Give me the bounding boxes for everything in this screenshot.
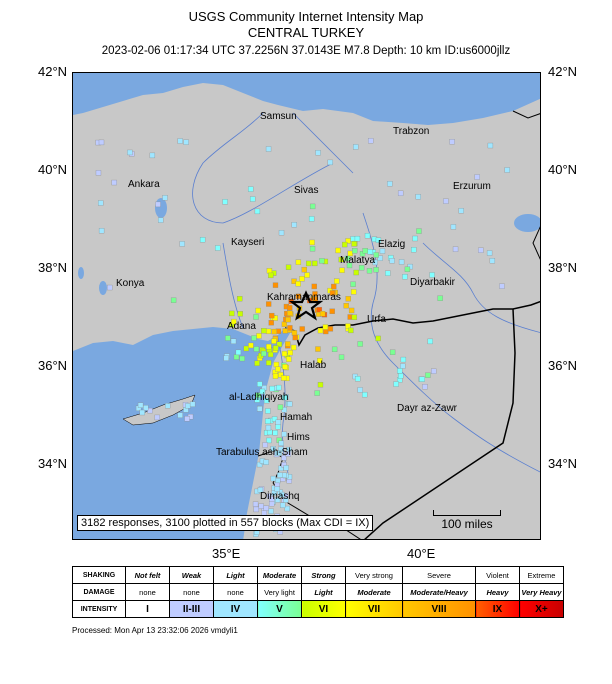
cdi-block	[344, 303, 349, 308]
cdi-block	[284, 465, 289, 470]
cdi-block	[355, 376, 360, 381]
cdi-block	[318, 382, 323, 387]
cdi-block	[367, 249, 372, 254]
cdi-block	[411, 247, 416, 252]
cdi-block	[367, 268, 372, 273]
cdi-block	[339, 355, 344, 360]
city-label-sivas: Sivas	[294, 185, 319, 196]
cdi-block	[310, 246, 315, 251]
legend-header-intensity: INTENSITY	[73, 601, 126, 618]
cdi-block	[264, 460, 269, 465]
cdi-block	[405, 267, 410, 272]
city-label-halab: Halab	[300, 360, 327, 371]
cdi-block	[112, 180, 117, 185]
cdi-block	[270, 386, 275, 391]
cdi-block	[254, 507, 259, 512]
cdi-block	[420, 377, 425, 382]
cdi-block	[285, 506, 290, 511]
cdi-block	[271, 339, 276, 344]
cdi-block	[285, 341, 290, 346]
cdi-block	[99, 140, 104, 145]
cdi-block	[368, 138, 373, 143]
city-label-malatya: Malatya	[340, 255, 376, 266]
cdi-block	[229, 311, 234, 316]
cdi-block	[261, 351, 266, 356]
cdi-block	[253, 502, 258, 507]
cdi-block	[425, 373, 430, 378]
cdi-block	[237, 296, 242, 301]
lake-beysehir	[99, 281, 107, 295]
legend-intensity-cell: I	[126, 601, 170, 618]
cdi-block	[310, 204, 315, 209]
cdi-block	[271, 476, 276, 481]
lat-label-40: 40°N	[38, 162, 68, 177]
cdi-block	[385, 271, 390, 276]
cdi-block	[266, 344, 271, 349]
cdi-block	[171, 298, 176, 303]
cdi-block	[143, 405, 148, 410]
cdi-block	[272, 329, 277, 334]
cdi-block	[215, 246, 220, 251]
cdi-block	[336, 248, 341, 253]
cdi-block	[390, 350, 395, 355]
cdi-block	[488, 143, 493, 148]
cdi-block	[306, 261, 311, 266]
cdi-block	[490, 258, 495, 263]
city-label-hamah: Hamah	[280, 412, 313, 423]
cdi-block	[334, 279, 339, 284]
cdi-block	[342, 242, 347, 247]
cdi-block	[282, 364, 287, 369]
cdi-block	[190, 402, 195, 407]
cdi-block	[363, 248, 368, 253]
cdi-block	[267, 430, 272, 435]
cdi-block	[315, 347, 320, 352]
cdi-block	[351, 289, 356, 294]
cdi-block	[107, 285, 112, 290]
lake-egirdir	[78, 267, 84, 279]
cdi-block	[276, 385, 281, 390]
city-label-tarabulus: Tarabulus ash-Sham	[216, 447, 308, 458]
cdi-block	[438, 296, 443, 301]
cdi-block	[487, 251, 492, 256]
cdi-block	[288, 350, 293, 355]
cdi-block	[312, 261, 317, 266]
city-label-konya: Konya	[116, 278, 145, 289]
legend-row-shaking	[73, 567, 564, 584]
cdi-block	[234, 355, 239, 360]
region-title: CENTRAL TURKEY	[247, 25, 365, 40]
cdi-block	[291, 345, 296, 350]
map-canvas	[73, 73, 541, 540]
cdi-block	[277, 473, 282, 478]
cdi-block	[399, 259, 404, 264]
cdi-block	[250, 197, 255, 202]
cdi-block	[251, 336, 256, 341]
cdi-block	[287, 311, 292, 316]
cdi-block	[358, 341, 363, 346]
event-info: 2023-02-06 01:17:34 UTC 37.2256N 37.0143E M7.8 Depth: 10 km ID:us6000jllz	[101, 45, 511, 57]
cdi-block	[224, 356, 229, 361]
cdi-block	[274, 362, 279, 367]
legend-header-shaking: SHAKING	[73, 567, 126, 584]
cdi-block	[138, 403, 143, 408]
cdi-block	[278, 405, 283, 410]
lon-label-40: 40°E	[407, 546, 436, 561]
cdi-block	[248, 187, 253, 192]
cdi-block	[225, 336, 230, 341]
cdi-block	[254, 314, 259, 319]
cdi-block	[98, 200, 103, 205]
legend-damage-cell: none	[126, 584, 170, 601]
lat-label-34-right: 34°N	[548, 456, 578, 471]
cdi-block	[256, 333, 261, 338]
scale-bar-line	[433, 510, 501, 516]
cdi-block	[354, 270, 359, 275]
lat-label-38: 38°N	[38, 260, 68, 275]
cdi-block	[287, 305, 292, 310]
cdi-block	[443, 199, 448, 204]
legend-damage-cell: none	[214, 584, 258, 601]
cdi-block	[400, 364, 405, 369]
cdi-block	[269, 313, 274, 318]
cdi-block	[362, 392, 367, 397]
cdi-block	[293, 335, 298, 340]
cdi-block	[140, 410, 145, 415]
cdi-block	[351, 282, 356, 287]
city-label-dayr-az-zawr: Dayr az-Zawr	[397, 403, 458, 414]
cdi-block	[180, 241, 185, 246]
cdi-block	[416, 194, 421, 199]
cdi-block	[320, 311, 325, 316]
legend-shaking-cell: Strong	[302, 567, 346, 584]
cdi-block	[255, 361, 260, 366]
lat-label-36-right: 36°N	[548, 358, 578, 373]
cdi-block	[422, 384, 427, 389]
cdi-block	[348, 328, 353, 333]
cdi-block	[155, 415, 160, 420]
legend-header-damage: DAMAGE	[73, 584, 126, 601]
cdi-block	[416, 229, 421, 234]
cdi-block	[310, 240, 315, 245]
cdi-block	[331, 284, 336, 289]
cdi-block	[315, 391, 320, 396]
legend-shaking-cell: Very strong	[346, 567, 403, 584]
cdi-block	[296, 260, 301, 265]
map-title: USGS Community Internet Intensity Map	[188, 9, 424, 24]
cdi-block	[185, 416, 190, 421]
cdi-block	[296, 281, 301, 286]
cdi-block	[352, 241, 357, 246]
cdi-block	[257, 406, 262, 411]
response-summary: 3182 responses, 3100 plotted in 557 blocks (Max CDI = IX)	[77, 515, 373, 531]
lat-label-40-right: 40°N	[548, 162, 578, 177]
legend-row-intensity	[73, 601, 564, 618]
city-label-adana: Adana	[227, 321, 256, 332]
cdi-block	[286, 357, 291, 362]
cdi-block	[330, 309, 335, 314]
cdi-block	[280, 503, 285, 508]
cdi-block	[259, 504, 264, 509]
legend-intensity-cell: VII	[346, 601, 403, 618]
legend-damage-cell: Light	[302, 584, 346, 601]
cdi-block	[282, 351, 287, 356]
cdi-block	[266, 360, 271, 365]
cdi-block	[352, 315, 357, 320]
intensity-map[interactable]	[72, 72, 541, 540]
cdi-block	[236, 350, 241, 355]
cdi-block	[413, 236, 418, 241]
cdi-block	[323, 324, 328, 329]
city-label-samsun: Samsun	[260, 111, 297, 122]
city-label-kahramanmaras: Kahramanmaras	[267, 292, 341, 303]
cdi-block	[365, 233, 370, 238]
cdi-block	[257, 382, 262, 387]
cdi-block	[165, 403, 170, 408]
cdi-block	[402, 274, 407, 279]
cdi-block	[499, 284, 504, 289]
city-label-hims: Hims	[287, 432, 310, 443]
city-label-al-ladhiqiyah: al-Ladhiqiyah	[229, 392, 289, 403]
cdi-block	[431, 369, 436, 374]
cdi-block	[451, 224, 456, 229]
cdi-block	[453, 247, 458, 252]
cdi-block	[397, 368, 402, 373]
cdi-block	[127, 150, 132, 155]
cdi-block	[99, 228, 104, 233]
legend-shaking-cell: Moderate	[258, 567, 302, 584]
cdi-block	[158, 218, 163, 223]
legend-damage-cell: Very Heavy	[520, 584, 564, 601]
cdi-block	[300, 326, 305, 331]
scale-bar	[433, 508, 501, 530]
city-label-kayseri: Kayseri	[231, 237, 265, 248]
cdi-block	[292, 222, 297, 227]
legend-shaking-cell: Violent	[476, 567, 520, 584]
legend-damage-cell: Heavy	[476, 584, 520, 601]
legend-damage-cell: Moderate/Heavy	[403, 584, 476, 601]
cdi-block	[255, 209, 260, 214]
cdi-block	[300, 276, 305, 281]
cdi-block	[283, 328, 288, 333]
cdi-block	[305, 273, 310, 278]
cdi-block	[178, 413, 183, 418]
lat-label-34: 34°N	[38, 456, 68, 471]
cdi-block	[428, 339, 433, 344]
cdi-block	[275, 367, 280, 372]
cdi-block	[450, 139, 455, 144]
legend-damage-cell: Very light	[258, 584, 302, 601]
city-label-elazig: Elazig	[378, 239, 406, 250]
scale-bar-label: 100 miles	[441, 517, 493, 531]
lat-label-36: 36°N	[38, 358, 68, 373]
legend-intensity-cell: II-III	[170, 601, 214, 618]
cdi-block	[156, 202, 161, 207]
legend-intensity-cell: X+	[520, 601, 564, 618]
cdi-block	[292, 330, 297, 335]
cdi-block	[265, 408, 270, 413]
cdi-block	[200, 237, 205, 242]
cdi-block	[323, 329, 328, 334]
cdi-block	[332, 347, 337, 352]
lake-tuz	[155, 198, 167, 218]
cdi-block	[340, 268, 345, 273]
cdi-block	[398, 191, 403, 196]
legend-shaking-cell: Weak	[170, 567, 214, 584]
cdi-block	[376, 336, 381, 341]
cdi-block	[352, 248, 357, 253]
legend-shaking-cell: Extreme	[520, 567, 564, 584]
cdi-block	[267, 268, 272, 273]
cdi-block	[185, 403, 190, 408]
city-label-trabzon: Trabzon	[393, 126, 430, 137]
cdi-block	[184, 140, 189, 145]
cdi-block	[316, 150, 321, 155]
cdi-block	[353, 144, 358, 149]
cdi-block	[401, 357, 406, 362]
cdi-block	[475, 175, 480, 180]
cdi-block	[273, 283, 278, 288]
cdi-block	[346, 296, 351, 301]
cdi-block	[478, 248, 483, 253]
cdi-block	[268, 273, 273, 278]
legend-intensity-cell: IX	[476, 601, 520, 618]
city-label-urfa: Urfa	[367, 314, 386, 325]
cdi-block	[256, 308, 261, 313]
cdi-block	[266, 438, 271, 443]
cdi-block	[254, 347, 259, 352]
lake-van	[514, 214, 541, 232]
cdi-block	[266, 425, 271, 430]
cdi-block	[387, 181, 392, 186]
cdi-block	[398, 373, 403, 378]
cdi-block	[273, 374, 278, 379]
cdi-block	[505, 167, 510, 172]
cdi-block	[286, 317, 291, 322]
intensity-legend	[72, 566, 564, 618]
cdi-block	[282, 432, 287, 437]
processed-timestamp: Processed: Mon Apr 13 23:32:06 2026 vmdyli1	[72, 626, 238, 635]
legend-damage-cell: Moderate	[346, 584, 403, 601]
cdi-block	[282, 322, 287, 327]
lon-label-35: 35°E	[212, 546, 241, 561]
lat-label-42: 42°N	[38, 64, 68, 79]
legend-row-damage	[73, 584, 564, 601]
cdi-block	[268, 352, 273, 357]
cdi-block	[312, 284, 317, 289]
cdi-block	[96, 170, 101, 175]
cdi-block	[264, 506, 269, 511]
legend-shaking-cell: Light	[214, 567, 258, 584]
city-label-ankara: Ankara	[128, 179, 160, 190]
legend-intensity-cell: IV	[214, 601, 258, 618]
city-label-diyarbakir: Diyarbakir	[410, 277, 456, 288]
cdi-block	[269, 509, 274, 514]
cdi-block	[279, 441, 284, 446]
legend-damage-cell: none	[170, 584, 214, 601]
cdi-block	[309, 216, 314, 221]
legend-shaking-cell: Not felt	[126, 567, 170, 584]
cdi-block	[328, 326, 333, 331]
city-label-dimashq: Dimashq	[260, 491, 300, 502]
cdi-block	[281, 376, 286, 381]
cdi-block	[349, 308, 354, 313]
cdi-block	[238, 311, 243, 316]
cdi-block	[163, 195, 168, 200]
cdi-block	[231, 339, 236, 344]
cdi-block	[265, 419, 270, 424]
legend-intensity-cell: V	[258, 601, 302, 618]
cdi-block	[287, 325, 292, 330]
cdi-block	[273, 346, 278, 351]
legend-shaking-cell: Severe	[403, 567, 476, 584]
cdi-block	[244, 346, 249, 351]
cdi-block	[286, 265, 291, 270]
cdi-block	[302, 267, 307, 272]
city-label-erzurum: Erzurum	[453, 181, 491, 192]
cdi-block	[394, 382, 399, 387]
cdi-block	[266, 329, 271, 334]
cdi-block	[223, 199, 228, 204]
cdi-block	[358, 387, 363, 392]
cdi-block	[390, 258, 395, 263]
legend-intensity-cell: VI	[302, 601, 346, 618]
cdi-block	[269, 320, 274, 325]
cdi-block	[178, 139, 183, 144]
cdi-block	[319, 258, 324, 263]
cdi-block	[328, 160, 333, 165]
lat-label-38-right: 38°N	[548, 260, 578, 275]
cdi-block	[248, 343, 253, 348]
cdi-block	[318, 328, 323, 333]
cdi-block	[279, 230, 284, 235]
cdi-block	[359, 265, 364, 270]
cdi-block	[150, 153, 155, 158]
cdi-block	[261, 328, 266, 333]
legend-intensity-cell: VIII	[403, 601, 476, 618]
lat-label-42-right: 42°N	[548, 64, 578, 79]
cdi-block	[374, 267, 379, 272]
cdi-block	[355, 236, 360, 241]
cdi-block	[240, 356, 245, 361]
cdi-block	[459, 208, 464, 213]
cdi-block	[266, 147, 271, 152]
cdi-block	[273, 430, 278, 435]
